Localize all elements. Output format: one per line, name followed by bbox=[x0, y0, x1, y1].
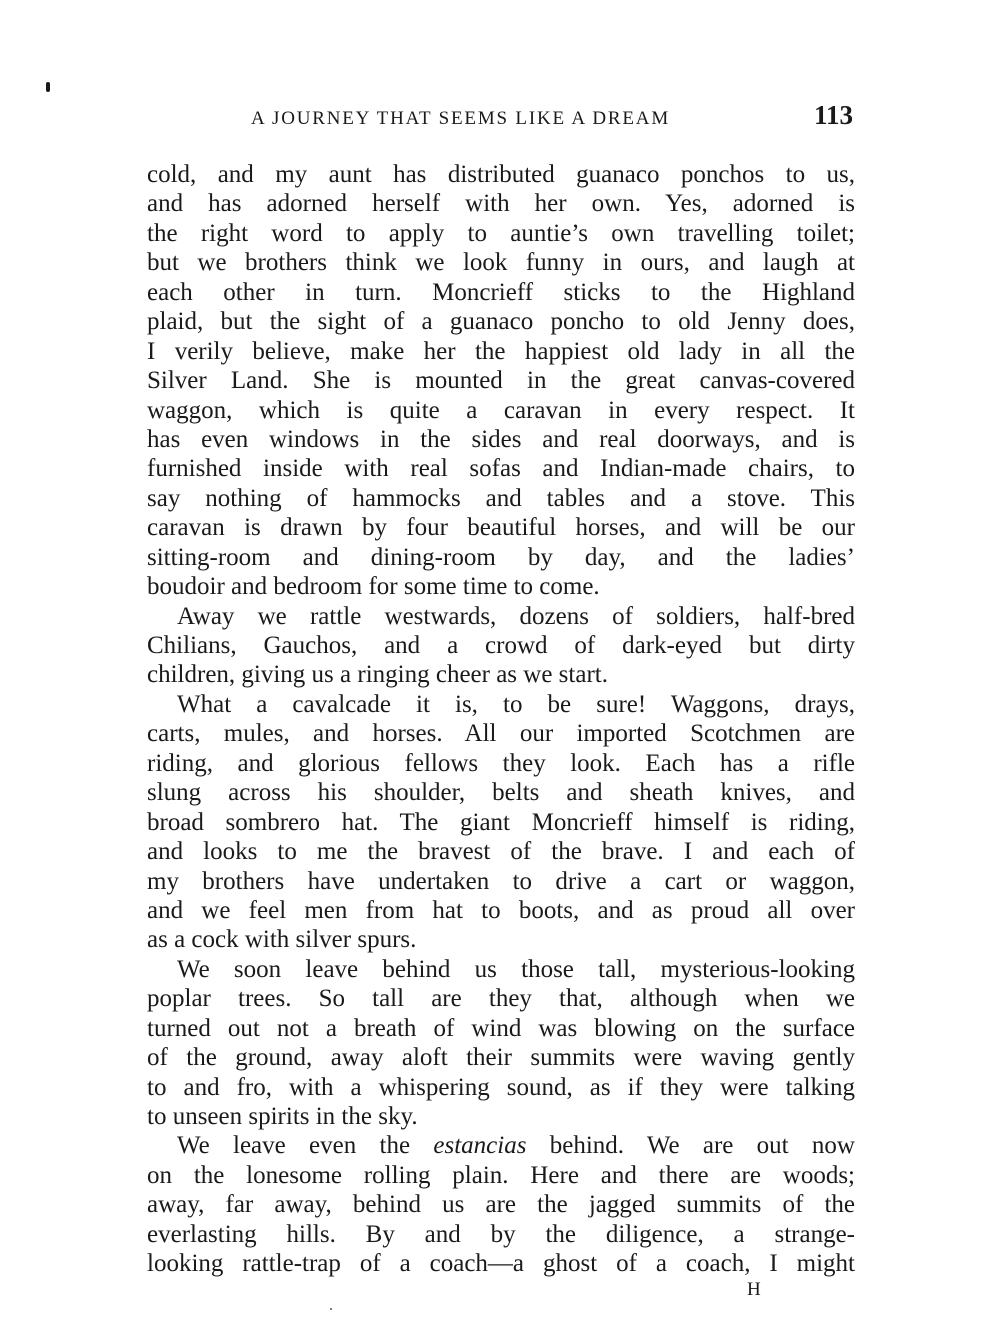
text-line: riding, and glorious fellows they look. Each has a rifle bbox=[147, 749, 855, 777]
paragraph bbox=[147, 955, 855, 1132]
text-line: waggon, which is quite a caravan in every respect. It bbox=[147, 396, 855, 424]
text-line: my brothers have undertaken to drive a cart or waggon, bbox=[147, 867, 855, 895]
paragraph bbox=[147, 160, 855, 602]
text-line: carts, mules, and horses. All our imported Scotchmen are bbox=[147, 720, 855, 748]
running-head: A JOURNEY THAT SEEMS LIKE A DREAM bbox=[251, 108, 671, 129]
text-line: and has adorned herself with her own. Yes, adorned is bbox=[147, 190, 855, 218]
text-line: and looks to me the bravest of the brave. I and each of bbox=[147, 838, 855, 866]
paragraph bbox=[147, 602, 855, 690]
text-line: Away we rattle westwards, dozens of soldiers, half-bred bbox=[177, 602, 855, 630]
text-line: cold, and my aunt has distributed guanaco ponchos to us, bbox=[147, 161, 855, 188]
text-line: furnished inside with real sofas and Indian-made chairs, to bbox=[147, 455, 855, 483]
paragraph bbox=[147, 690, 855, 955]
text-line: caravan is drawn by four beautiful horses, and will be our bbox=[147, 514, 855, 542]
text-line: Silver Land. She is mounted in the great canvas-covered bbox=[147, 367, 855, 395]
text-line: the right word to apply to auntie’s own travelling toilet; bbox=[147, 219, 855, 247]
page-header bbox=[147, 100, 855, 136]
ink-dot bbox=[330, 1308, 332, 1310]
text-line: to and fro, with a whispering sound, as if they were talking bbox=[147, 1073, 855, 1101]
text-line: I verily believe, make her the happiest old lady in all the bbox=[147, 337, 855, 365]
body-text bbox=[147, 160, 855, 1279]
text-line: plaid, but the sight of a guanaco poncho to old Jenny does, bbox=[147, 308, 855, 336]
text-line: boudoir and bedroom for some time to come. bbox=[147, 573, 600, 601]
text-line: slung across his shoulder, belts and sheath knives, and bbox=[147, 779, 855, 807]
text-line: sitting-room and dining-room by day, and the ladies’ bbox=[147, 543, 855, 571]
text-line: looking rattle-trap of a coach—a ghost of a coach, I might bbox=[147, 1250, 855, 1278]
text-line: to unseen spirits in the sky. bbox=[147, 1103, 418, 1130]
page-number: 113 bbox=[813, 100, 853, 130]
text-line: We soon leave behind us those tall, mysterious-looking bbox=[177, 955, 855, 983]
paragraph bbox=[147, 1131, 855, 1278]
text-line: say nothing of hammocks and tables and a stove. This bbox=[147, 484, 855, 512]
text-line: turned out not a breath of wind was blowing on the surface bbox=[147, 1014, 855, 1042]
text-line: of the ground, away aloft their summits were waving gently bbox=[147, 1044, 855, 1072]
text-line: on the lonesome rolling plain. Here and there are woods; bbox=[147, 1161, 855, 1189]
text-line: poplar trees. So tall are they that, although when we bbox=[147, 985, 855, 1013]
text-line: away, far away, behind us are the jagged summits of the bbox=[147, 1191, 855, 1219]
text-line: What a cavalcade it is, to be sure! Waggons, drays, bbox=[177, 690, 855, 718]
text-line: everlasting hills. By and by the diligence, a strange- bbox=[147, 1220, 855, 1248]
text-line: each other in turn. Moncrieff sticks to the Highland bbox=[147, 278, 855, 306]
text-line: as a cock with silver spurs. bbox=[147, 926, 417, 954]
text-line: Chilians, Gauchos, and a crowd of dark-eyed but dirty bbox=[147, 632, 855, 659]
signature-mark: H bbox=[747, 1279, 762, 1300]
text-line: broad sombrero hat. The giant Moncrieff himself is riding, bbox=[147, 808, 855, 836]
text-line: but we brothers think we look funny in ours, and laugh at bbox=[147, 249, 855, 277]
text-line: has even windows in the sides and real doorways, and is bbox=[147, 425, 855, 453]
ink-speck bbox=[46, 82, 50, 92]
text-line: and we feel men from hat to boots, and as proud all over bbox=[147, 896, 855, 924]
text-line: We leave even the estancias behind. We are out now bbox=[177, 1132, 855, 1160]
text-line: children, giving us a ringing cheer as we start. bbox=[147, 661, 608, 689]
